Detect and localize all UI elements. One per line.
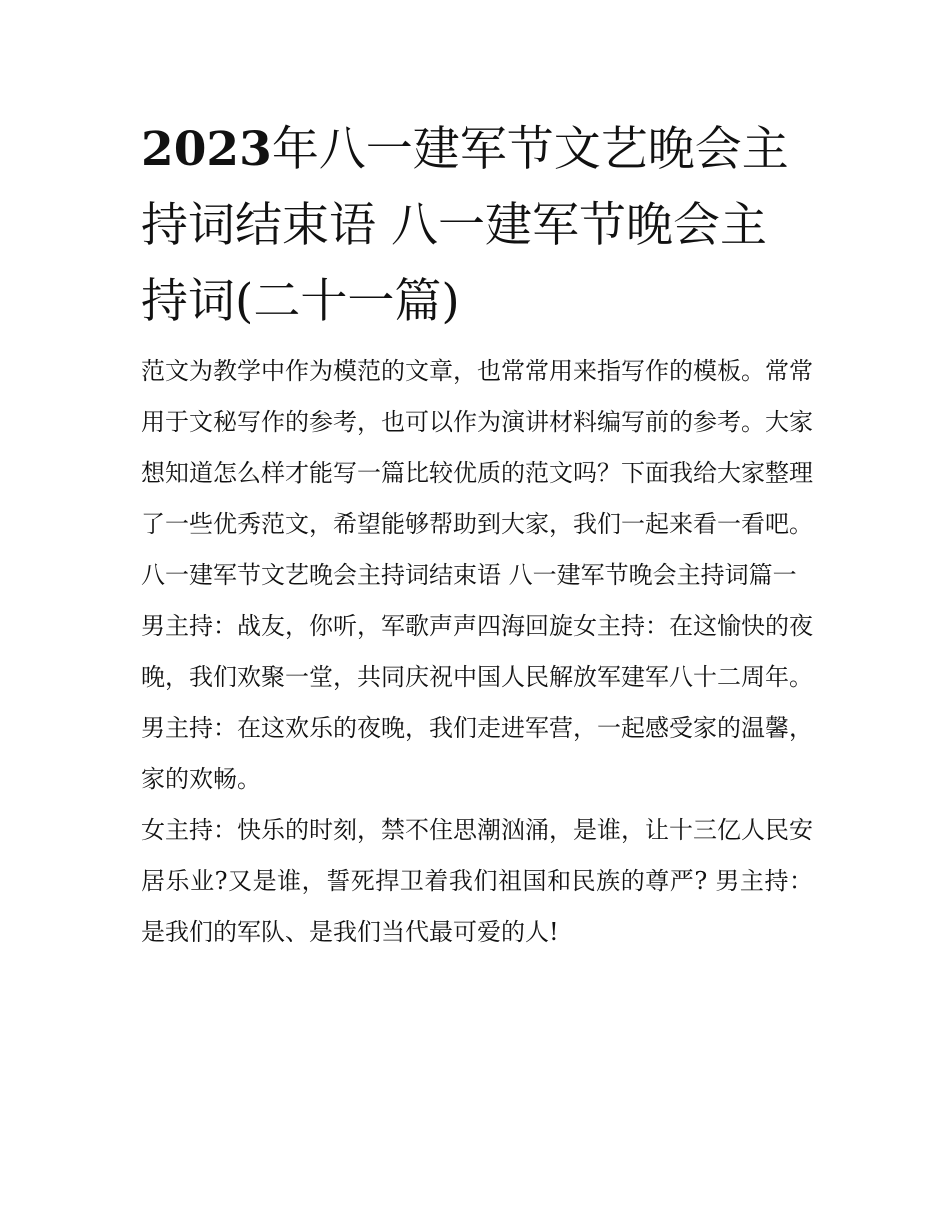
title-year: 2023 xyxy=(141,122,272,177)
section-heading: 八一建军节文艺晚会主持词结束语 八一建军节晚会主持词篇一 xyxy=(141,561,797,589)
dialogue-paragraph: 女主持：快乐的时刻，禁不住思潮汹涌，是谁，让十三亿人民安居乐业?又是谁，誓死捍卫着我们祖国和民族的尊严? 男主持：是我们的军队、是我们当代最可爱的人! xyxy=(141,816,813,946)
intro-paragraph: 范文为教学中作为模范的文章，也常常用来指写作的模板。常常用于文秘写作的参考，也可以作为演讲材料编写前的参考。大家想知道怎么样才能写一篇比较优质的范文吗？下面我给大家整理了一些优秀范文，希望能够帮助到大家，我们一起来看一看吧。 xyxy=(141,357,813,538)
document-title xyxy=(141,112,813,340)
document-body xyxy=(141,112,813,958)
dialogue-paragraph: 男主持：战友，你听，军歌声声四海回旋女主持：在这愉快的夜晚，我们欢聚一堂，共同庆祝中国人民解放军建军八十二周年。 xyxy=(141,612,813,691)
dialogue-paragraph: 男主持：在这欢乐的夜晚，我们走进军营，一起感受家的温馨，家的欢畅。 xyxy=(141,714,813,793)
title-text: 年八一建军节文艺晚会主持词结束语 八一建军节晚会主持词(二十一篇) xyxy=(141,122,789,329)
